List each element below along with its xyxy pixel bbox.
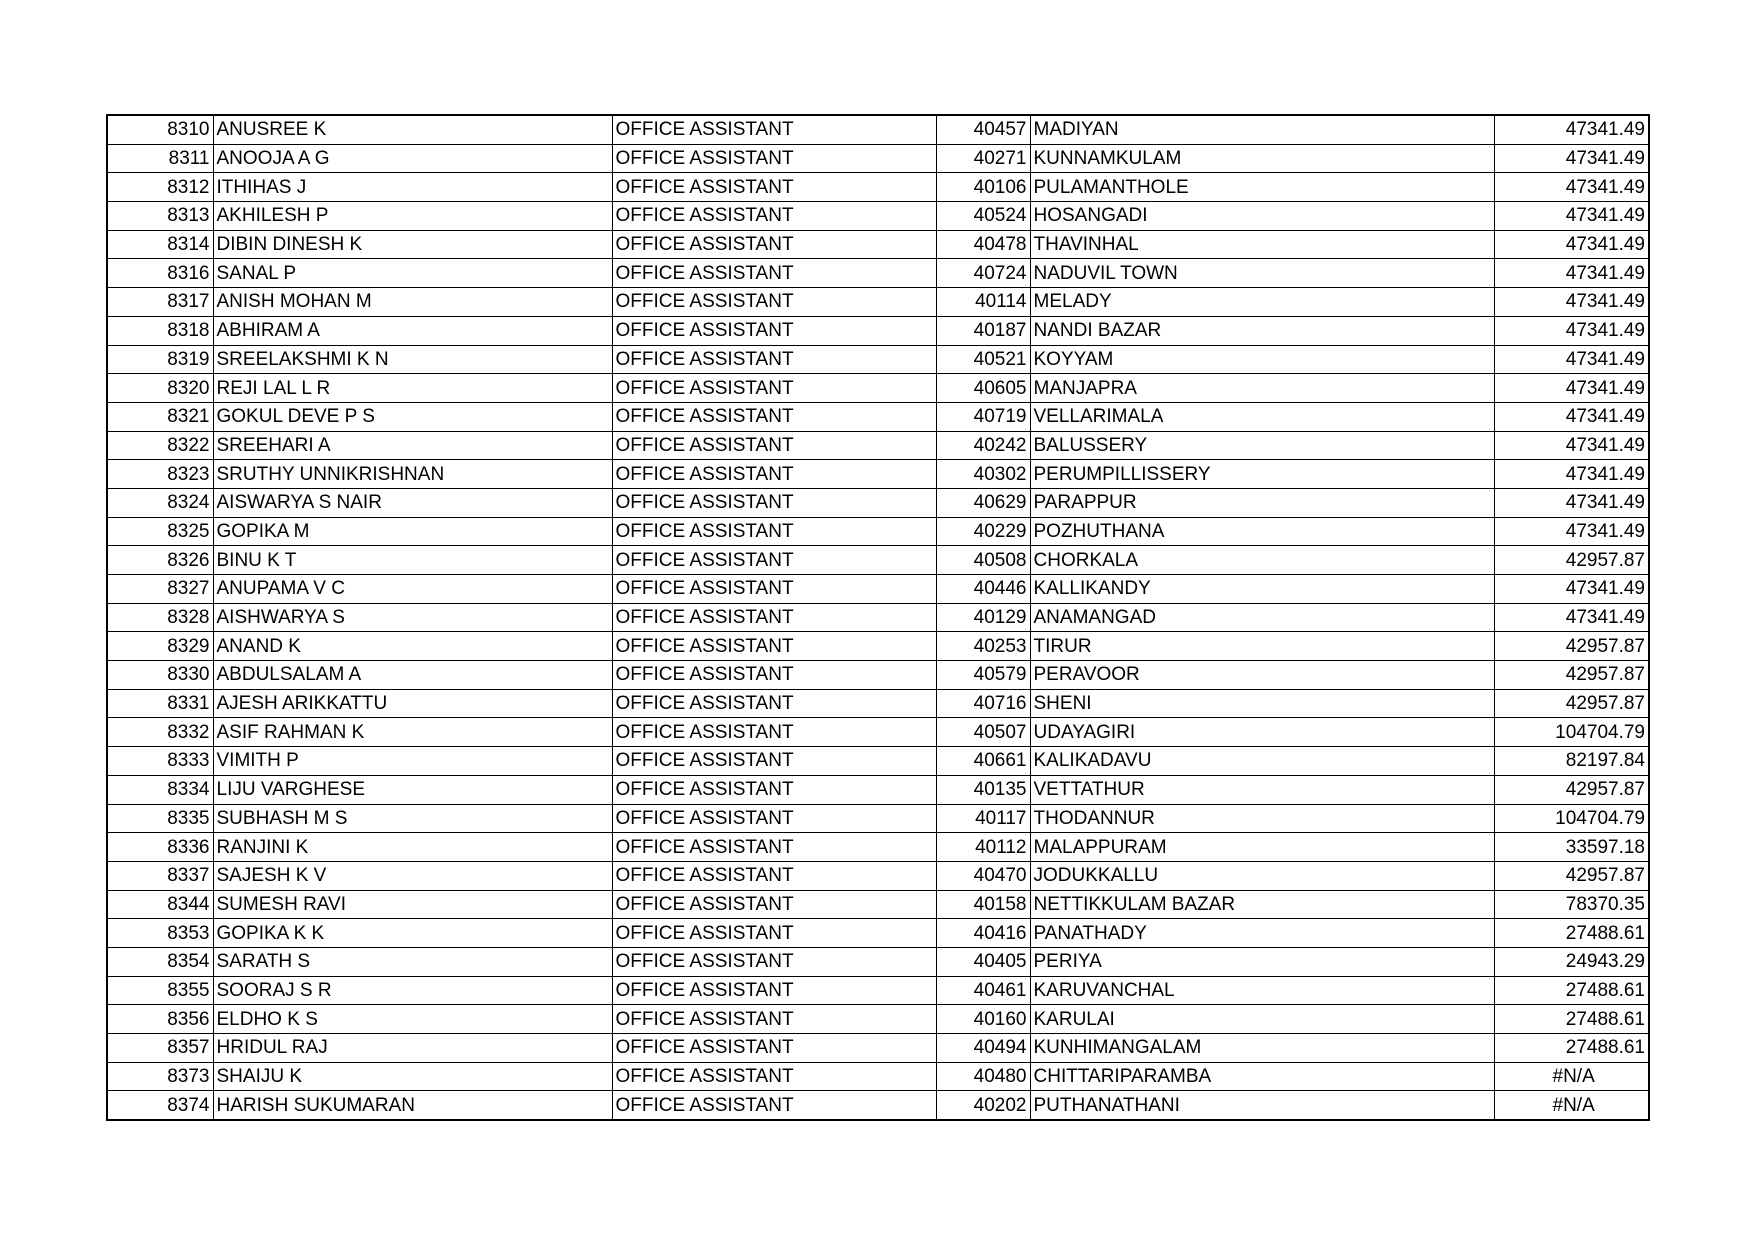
designation-cell: OFFICE ASSISTANT [612, 144, 936, 173]
amount-cell: 42957.87 [1494, 861, 1649, 890]
office-code-cell: 40629 [936, 488, 1030, 517]
employee-id-cell: 8374 [107, 1091, 213, 1120]
amount-cell: 42957.87 [1494, 546, 1649, 575]
employee-table [106, 114, 1650, 1121]
employee-name-cell: LIJU VARGHESE [213, 775, 612, 804]
amount-cell: 42957.87 [1494, 632, 1649, 661]
office-code-cell: 40302 [936, 460, 1030, 489]
table-row [107, 460, 1649, 489]
designation-cell: OFFICE ASSISTANT [612, 976, 936, 1005]
office-code-cell: 40507 [936, 718, 1030, 747]
amount-cell: 47341.49 [1494, 144, 1649, 173]
table-row [107, 804, 1649, 833]
designation-cell: OFFICE ASSISTANT [612, 431, 936, 460]
employee-id-cell: 8312 [107, 173, 213, 202]
table-row [107, 402, 1649, 431]
table-row [107, 316, 1649, 345]
employee-name-cell: ABDULSALAM A [213, 661, 612, 690]
office-place-cell: NETTIKKULAM BAZAR [1030, 890, 1494, 919]
office-code-cell: 40229 [936, 517, 1030, 546]
office-place-cell: BALUSSERY [1030, 431, 1494, 460]
table-row [107, 115, 1649, 144]
employee-name-cell: SUBHASH M S [213, 804, 612, 833]
designation-cell: OFFICE ASSISTANT [612, 460, 936, 489]
amount-cell: 47341.49 [1494, 460, 1649, 489]
office-code-cell: 40158 [936, 890, 1030, 919]
employee-name-cell: AKHILESH P [213, 202, 612, 231]
table-row [107, 546, 1649, 575]
office-code-cell: 40187 [936, 316, 1030, 345]
office-place-cell: MANJAPRA [1030, 374, 1494, 403]
amount-cell: 47341.49 [1494, 374, 1649, 403]
office-code-cell: 40129 [936, 603, 1030, 632]
employee-id-cell: 8337 [107, 861, 213, 890]
employee-id-cell: 8332 [107, 718, 213, 747]
employee-id-cell: 8328 [107, 603, 213, 632]
table-row [107, 1091, 1649, 1120]
office-code-cell: 40160 [936, 1005, 1030, 1034]
table-row [107, 575, 1649, 604]
employee-id-cell: 8335 [107, 804, 213, 833]
table-row [107, 890, 1649, 919]
amount-cell: 47341.49 [1494, 259, 1649, 288]
employee-name-cell: DIBIN DINESH K [213, 230, 612, 259]
employee-id-cell: 8331 [107, 689, 213, 718]
employee-id-cell: 8326 [107, 546, 213, 575]
table-row [107, 718, 1649, 747]
employee-id-cell: 8355 [107, 976, 213, 1005]
employee-id-cell: 8324 [107, 488, 213, 517]
table-row [107, 230, 1649, 259]
office-code-cell: 40416 [936, 919, 1030, 948]
employee-name-cell: SREEHARI A [213, 431, 612, 460]
amount-cell: #N/A [1494, 1091, 1649, 1120]
designation-cell: OFFICE ASSISTANT [612, 488, 936, 517]
table-row [107, 919, 1649, 948]
employee-id-cell: 8344 [107, 890, 213, 919]
office-place-cell: CHORKALA [1030, 546, 1494, 575]
amount-cell: 42957.87 [1494, 689, 1649, 718]
amount-cell: 27488.61 [1494, 1034, 1649, 1063]
office-place-cell: NADUVIL TOWN [1030, 259, 1494, 288]
office-code-cell: 40478 [936, 230, 1030, 259]
employee-id-cell: 8353 [107, 919, 213, 948]
office-code-cell: 40135 [936, 775, 1030, 804]
office-code-cell: 40524 [936, 202, 1030, 231]
amount-cell: 47341.49 [1494, 517, 1649, 546]
office-code-cell: 40719 [936, 402, 1030, 431]
office-code-cell: 40480 [936, 1062, 1030, 1091]
office-place-cell: KALLIKANDY [1030, 575, 1494, 604]
table-row [107, 202, 1649, 231]
designation-cell: OFFICE ASSISTANT [612, 1034, 936, 1063]
employee-name-cell: SHAIJU K [213, 1062, 612, 1091]
amount-cell: 47341.49 [1494, 345, 1649, 374]
table-row [107, 775, 1649, 804]
office-place-cell: PANATHADY [1030, 919, 1494, 948]
employee-name-cell: AJESH ARIKKATTU [213, 689, 612, 718]
office-code-cell: 40521 [936, 345, 1030, 374]
office-code-cell: 40605 [936, 374, 1030, 403]
amount-cell: 47341.49 [1494, 575, 1649, 604]
employee-name-cell: SARATH S [213, 947, 612, 976]
office-code-cell: 40457 [936, 115, 1030, 144]
office-place-cell: TIRUR [1030, 632, 1494, 661]
table-row [107, 1005, 1649, 1034]
employee-name-cell: ANUPAMA V C [213, 575, 612, 604]
designation-cell: OFFICE ASSISTANT [612, 517, 936, 546]
employee-name-cell: ABHIRAM A [213, 316, 612, 345]
office-code-cell: 40253 [936, 632, 1030, 661]
employee-id-cell: 8327 [107, 575, 213, 604]
employee-name-cell: BINU K T [213, 546, 612, 575]
employee-name-cell: REJI LAL L R [213, 374, 612, 403]
office-code-cell: 40114 [936, 288, 1030, 317]
employee-id-cell: 8336 [107, 833, 213, 862]
amount-cell: 47341.49 [1494, 173, 1649, 202]
office-code-cell: 40112 [936, 833, 1030, 862]
employee-name-cell: AISHWARYA S [213, 603, 612, 632]
office-place-cell: MELADY [1030, 288, 1494, 317]
employee-name-cell: AISWARYA S NAIR [213, 488, 612, 517]
table-row [107, 603, 1649, 632]
designation-cell: OFFICE ASSISTANT [612, 575, 936, 604]
designation-cell: OFFICE ASSISTANT [612, 689, 936, 718]
employee-id-cell: 8329 [107, 632, 213, 661]
employee-name-cell: SREELAKSHMI K N [213, 345, 612, 374]
office-place-cell: ANAMANGAD [1030, 603, 1494, 632]
designation-cell: OFFICE ASSISTANT [612, 1005, 936, 1034]
office-place-cell: VELLARIMALA [1030, 402, 1494, 431]
designation-cell: OFFICE ASSISTANT [612, 374, 936, 403]
amount-cell: 24943.29 [1494, 947, 1649, 976]
employee-name-cell: GOPIKA M [213, 517, 612, 546]
office-code-cell: 40242 [936, 431, 1030, 460]
office-code-cell: 40494 [936, 1034, 1030, 1063]
office-code-cell: 40271 [936, 144, 1030, 173]
table-row [107, 374, 1649, 403]
amount-cell: 47341.49 [1494, 488, 1649, 517]
office-code-cell: 40461 [936, 976, 1030, 1005]
employee-id-cell: 8317 [107, 288, 213, 317]
designation-cell: OFFICE ASSISTANT [612, 1062, 936, 1091]
designation-cell: OFFICE ASSISTANT [612, 804, 936, 833]
employee-id-cell: 8316 [107, 259, 213, 288]
amount-cell: 47341.49 [1494, 115, 1649, 144]
employee-id-cell: 8333 [107, 747, 213, 776]
designation-cell: OFFICE ASSISTANT [612, 316, 936, 345]
office-code-cell: 40579 [936, 661, 1030, 690]
designation-cell: OFFICE ASSISTANT [612, 202, 936, 231]
amount-cell: 27488.61 [1494, 1005, 1649, 1034]
designation-cell: OFFICE ASSISTANT [612, 288, 936, 317]
amount-cell: 47341.49 [1494, 230, 1649, 259]
designation-cell: OFFICE ASSISTANT [612, 718, 936, 747]
table-row [107, 947, 1649, 976]
employee-id-cell: 8314 [107, 230, 213, 259]
table-row [107, 747, 1649, 776]
employee-name-cell: HRIDUL RAJ [213, 1034, 612, 1063]
office-place-cell: KUNHIMANGALAM [1030, 1034, 1494, 1063]
office-code-cell: 40508 [936, 546, 1030, 575]
amount-cell: 47341.49 [1494, 603, 1649, 632]
employee-id-cell: 8321 [107, 402, 213, 431]
amount-cell: #N/A [1494, 1062, 1649, 1091]
designation-cell: OFFICE ASSISTANT [612, 546, 936, 575]
designation-cell: OFFICE ASSISTANT [612, 947, 936, 976]
employee-id-cell: 8330 [107, 661, 213, 690]
office-place-cell: NANDI BAZAR [1030, 316, 1494, 345]
designation-cell: OFFICE ASSISTANT [612, 345, 936, 374]
designation-cell: OFFICE ASSISTANT [612, 230, 936, 259]
employee-name-cell: ANOOJA A G [213, 144, 612, 173]
employee-name-cell: SRUTHY UNNIKRISHNAN [213, 460, 612, 489]
office-place-cell: KARULAI [1030, 1005, 1494, 1034]
office-code-cell: 40661 [936, 747, 1030, 776]
designation-cell: OFFICE ASSISTANT [612, 1091, 936, 1120]
table-row [107, 288, 1649, 317]
employee-id-cell: 8311 [107, 144, 213, 173]
employee-name-cell: HARISH SUKUMARAN [213, 1091, 612, 1120]
employee-id-cell: 8319 [107, 345, 213, 374]
amount-cell: 47341.49 [1494, 202, 1649, 231]
table-row [107, 632, 1649, 661]
office-place-cell: JODUKKALLU [1030, 861, 1494, 890]
designation-cell: OFFICE ASSISTANT [612, 115, 936, 144]
employee-name-cell: GOKUL DEVE P S [213, 402, 612, 431]
office-place-cell: PARAPPUR [1030, 488, 1494, 517]
amount-cell: 47341.49 [1494, 431, 1649, 460]
table-row [107, 1062, 1649, 1091]
office-code-cell: 40446 [936, 575, 1030, 604]
amount-cell: 78370.35 [1494, 890, 1649, 919]
designation-cell: OFFICE ASSISTANT [612, 402, 936, 431]
office-place-cell: MADIYAN [1030, 115, 1494, 144]
table-row [107, 976, 1649, 1005]
employee-id-cell: 8318 [107, 316, 213, 345]
office-code-cell: 40470 [936, 861, 1030, 890]
office-place-cell: PERUMPILLISSERY [1030, 460, 1494, 489]
table-row [107, 488, 1649, 517]
amount-cell: 42957.87 [1494, 661, 1649, 690]
office-code-cell: 40106 [936, 173, 1030, 202]
employee-name-cell: ITHIHAS J [213, 173, 612, 202]
table-row [107, 833, 1649, 862]
office-place-cell: CHITTARIPARAMBA [1030, 1062, 1494, 1091]
employee-name-cell: ANAND K [213, 632, 612, 661]
designation-cell: OFFICE ASSISTANT [612, 173, 936, 202]
designation-cell: OFFICE ASSISTANT [612, 259, 936, 288]
employee-id-cell: 8354 [107, 947, 213, 976]
employee-id-cell: 8373 [107, 1062, 213, 1091]
table-row [107, 144, 1649, 173]
employee-id-cell: 8320 [107, 374, 213, 403]
table-row [107, 689, 1649, 718]
employee-name-cell: SANAL P [213, 259, 612, 288]
employee-name-cell: GOPIKA K K [213, 919, 612, 948]
employee-id-cell: 8310 [107, 115, 213, 144]
employee-name-cell: SAJESH K V [213, 861, 612, 890]
table-row [107, 1034, 1649, 1063]
amount-cell: 27488.61 [1494, 919, 1649, 948]
office-code-cell: 40202 [936, 1091, 1030, 1120]
office-place-cell: UDAYAGIRI [1030, 718, 1494, 747]
employee-name-cell: VIMITH P [213, 747, 612, 776]
amount-cell: 47341.49 [1494, 316, 1649, 345]
employee-id-cell: 8323 [107, 460, 213, 489]
office-place-cell: PULAMANTHOLE [1030, 173, 1494, 202]
office-place-cell: KALIKADAVU [1030, 747, 1494, 776]
amount-cell: 33597.18 [1494, 833, 1649, 862]
amount-cell: 82197.84 [1494, 747, 1649, 776]
office-place-cell: KARUVANCHAL [1030, 976, 1494, 1005]
office-place-cell: THAVINHAL [1030, 230, 1494, 259]
table-body [107, 115, 1649, 1120]
employee-name-cell: ANUSREE K [213, 115, 612, 144]
employee-id-cell: 8356 [107, 1005, 213, 1034]
office-place-cell: SHENI [1030, 689, 1494, 718]
office-place-cell: KOYYAM [1030, 345, 1494, 374]
table-row [107, 661, 1649, 690]
designation-cell: OFFICE ASSISTANT [612, 833, 936, 862]
amount-cell: 47341.49 [1494, 402, 1649, 431]
table-row [107, 259, 1649, 288]
employee-name-cell: ANISH MOHAN M [213, 288, 612, 317]
amount-cell: 27488.61 [1494, 976, 1649, 1005]
office-code-cell: 40405 [936, 947, 1030, 976]
designation-cell: OFFICE ASSISTANT [612, 861, 936, 890]
designation-cell: OFFICE ASSISTANT [612, 775, 936, 804]
office-place-cell: HOSANGADI [1030, 202, 1494, 231]
designation-cell: OFFICE ASSISTANT [612, 632, 936, 661]
designation-cell: OFFICE ASSISTANT [612, 661, 936, 690]
office-place-cell: KUNNAMKULAM [1030, 144, 1494, 173]
office-place-cell: PERAVOOR [1030, 661, 1494, 690]
designation-cell: OFFICE ASSISTANT [612, 890, 936, 919]
amount-cell: 104704.79 [1494, 804, 1649, 833]
table-row [107, 345, 1649, 374]
employee-name-cell: ELDHO K S [213, 1005, 612, 1034]
designation-cell: OFFICE ASSISTANT [612, 747, 936, 776]
office-place-cell: THODANNUR [1030, 804, 1494, 833]
table-row [107, 861, 1649, 890]
office-place-cell: PERIYA [1030, 947, 1494, 976]
employee-name-cell: RANJINI K [213, 833, 612, 862]
employee-name-cell: SOORAJ S R [213, 976, 612, 1005]
office-code-cell: 40716 [936, 689, 1030, 718]
office-place-cell: POZHUTHANA [1030, 517, 1494, 546]
designation-cell: OFFICE ASSISTANT [612, 919, 936, 948]
office-place-cell: VETTATHUR [1030, 775, 1494, 804]
employee-id-cell: 8313 [107, 202, 213, 231]
office-code-cell: 40117 [936, 804, 1030, 833]
office-place-cell: PUTHANATHANI [1030, 1091, 1494, 1120]
amount-cell: 42957.87 [1494, 775, 1649, 804]
employee-name-cell: SUMESH RAVI [213, 890, 612, 919]
employee-name-cell: ASIF RAHMAN K [213, 718, 612, 747]
employee-id-cell: 8357 [107, 1034, 213, 1063]
employee-id-cell: 8325 [107, 517, 213, 546]
employee-id-cell: 8334 [107, 775, 213, 804]
office-place-cell: MALAPPURAM [1030, 833, 1494, 862]
amount-cell: 47341.49 [1494, 288, 1649, 317]
designation-cell: OFFICE ASSISTANT [612, 603, 936, 632]
table-row [107, 431, 1649, 460]
table-row [107, 517, 1649, 546]
employee-id-cell: 8322 [107, 431, 213, 460]
amount-cell: 104704.79 [1494, 718, 1649, 747]
office-code-cell: 40724 [936, 259, 1030, 288]
table-row [107, 173, 1649, 202]
